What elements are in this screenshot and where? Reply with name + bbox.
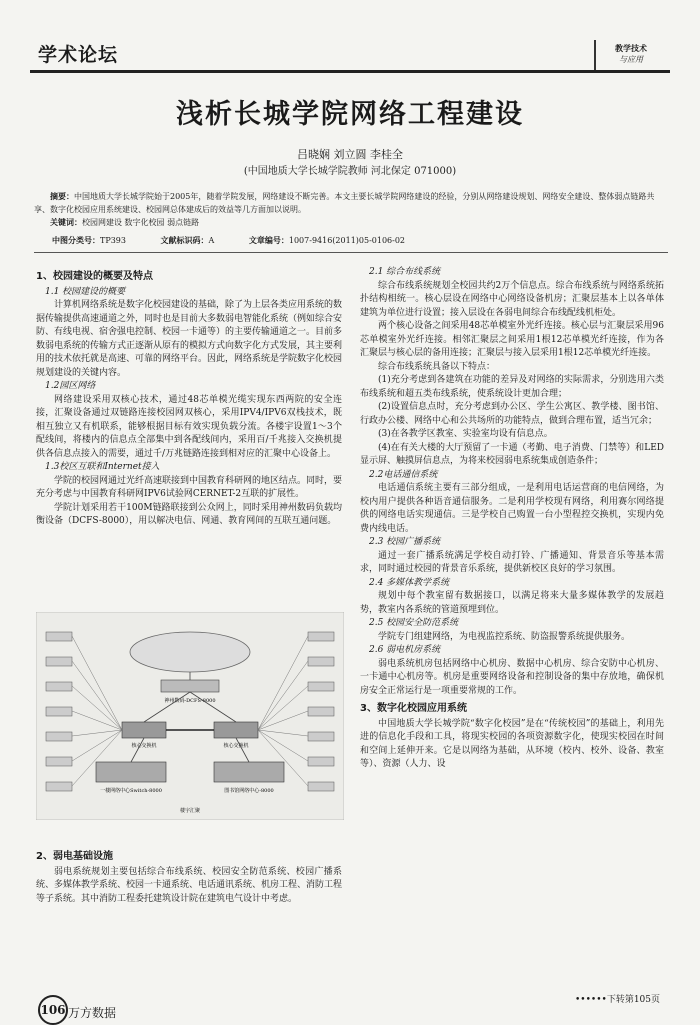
node-icon (308, 782, 334, 791)
doc-code-value: A (208, 236, 215, 245)
section-2-3-text: 通过一套广播系统满足学校自动打铃、广播通知、背景音乐等基本需求，同时通过校园的背景音乐系统，提供新校区良好的学习氛围。 (360, 550, 664, 574)
logo-line-2: 与应用 (619, 55, 643, 64)
section-2-4-text: 规划中每个教室留有数据接口，以满足将来大量多媒体教学的发展趋势，教室内各系统的管道预埋到位。 (360, 591, 664, 615)
node-icon (308, 632, 334, 641)
right-network-center-label: 图书馆网络中心-8000 (224, 788, 274, 794)
node-icon (46, 657, 72, 666)
abstract-label: 摘要： (50, 192, 74, 201)
core-switch-1-icon (122, 722, 166, 738)
section-3-text: 中国地质大学长城学院“数字化校园”是在“传统校园”的基础上，利用先进的信息化手段和工具，将现实校园的各项资源数字化，使现实校园在时间和空间上延伸开来。它是以网络为基础，从环境（校内、校外、设备、教室等）、资源（人力、设 (360, 718, 664, 769)
logo-line-1: 教学技术 (615, 43, 647, 53)
section-2-1-text-b: 两个核心设备之间采用48芯单模室外光纤连接。核心层与汇聚层采用96芯单模室外光纤连接。相邻汇聚层之间采用1根12芯单模光纤连接，作为各汇聚层与核心层的备用连接；汇聚层与接入层采用1根12芯单模光纤连接。 (360, 321, 664, 358)
article-title: 浅析长城学院网络工程建设 (176, 99, 524, 130)
section-1-1-text: 计算机网络系统是数字化校园建设的基础，除了为上层各类应用系统的数据传输提供高速通道之外，同时也是目前大多数弱电智能化系统（例如综合安防、有线电视、宿舍强电控制、校园一卡通等）的主要传输通道之一。目前多数弱电系统的传输方式正逐渐从原有的模拟方式向数字化方式发展，其主要利用的技术依托就是高速、可靠的网络平台。因此，网络系统是学院数字化校园规划建设的关键内容。 (36, 300, 343, 378)
core-switch-2-label: 核心交换机 (223, 743, 249, 749)
node-icon (308, 757, 334, 766)
left-network-center-label: 一楼网络中心Switch-8000 (100, 788, 162, 794)
section-2-heading: 2、弱电基础设施 (36, 851, 113, 862)
section-2-1-item-2: (2)设置信息点时，充分考虑到办公区、学生公寓区、教学楼、图书馆、行政办公楼、网络中心和公共场所的功能特点，做到合理布置，适当冗余； (360, 402, 664, 426)
article-authors: 吕晓娴 刘立圆 李桂全 (297, 148, 403, 161)
node-icon (308, 707, 334, 716)
right-column (360, 266, 664, 772)
keywords-text: 校园网建设 数字化校园 弱点链路 (82, 218, 200, 227)
doc-code-label: 文献标识码： (160, 235, 209, 245)
abstract-divider (34, 252, 668, 253)
section-2-2-text: 电话通信系统主要有三部分组成，一是利用电话运营商的电信网络，为校内用户提供各种语音通信服务。二是利用学校现有网络，利用赛尔网络提供的网络电话实现通信。三是学校自己购置一台小型程控交换机，实现内免费内线电话。 (360, 483, 664, 534)
right-network-center-icon (214, 762, 284, 782)
clc-label: 中图分类号： (52, 235, 100, 245)
section-2-4-heading: 2.4 多媒体教学系统 (369, 577, 450, 588)
section-1-2-text: 网络建设采用双核心技术，通过48芯单模光缆实现东西两院的安全连接，汇聚设备通过双链路连接校园网双核心，采用IPV4/IPV6双栈技术，既相互独立又有机联系，能够根据目标有效实现负载分流。各楼宇设置1～3个配线间，将楼内的信息点全部集中到各配线间内，采用百/千兆接入交换机提供各信息点接入的需要，通过千/万兆链路连接到相对应的汇聚中心设备上。 (36, 394, 342, 459)
section-2-1-text-c: 综合布线系统具备以下特点： (378, 361, 496, 372)
abstract-text: 中国地质大学长城学院始于2005年，随着学院发展，网络建设不断完善。本文主要长城学院网络建设的经验，分别从网络建设规划、网络安全建设、整体弱点链路共享、数字化校园应用系统建设、校园网总体建成后的效益等几方面加以说明。 (34, 192, 655, 214)
load-balancer-label: 神州数码-DCFS-8000 (164, 698, 216, 704)
section-2-5-text: 学院专门组建网络，为电视监控系统、防盗报警系统提供服务。 (378, 631, 631, 642)
node-icon (46, 682, 72, 691)
left-column (36, 270, 342, 529)
section-1-3-text-b: 学院计划采用若干100M链路联接到公众网上，同时采用神州数码负载均衡设备（DCFS-8000），用以解决电信、网通、教育网间的互联互通问题。 (36, 502, 342, 526)
section-2-5-heading: 2.5 校园安全防范系统 (369, 618, 459, 628)
section-2-2-heading: 2.2电话通信系统 (369, 469, 438, 480)
clc-value: TP393 (100, 236, 126, 245)
node-icon (308, 682, 334, 691)
section-1-3-text-a: 学院的校园网通过光纤高速联接到中国教育科研网的地区结点。同时，要充分考虑与中国教育科研网IPV6试验网CERNET-2互联的扩展性。 (36, 475, 343, 499)
internet-cloud-icon (130, 632, 250, 672)
article-affiliation: (中国地质大学长城学院教师 河北保定 071000) (243, 166, 457, 177)
section-1-3-heading: 1.3校区互联和Internet接入 (45, 462, 160, 472)
page-number: 106 (38, 995, 68, 1025)
left-column-bottom (36, 850, 342, 906)
article-meta-row (52, 235, 437, 246)
header-rule (30, 70, 670, 73)
node-icon (46, 782, 72, 791)
core-switch-2-icon (214, 722, 258, 738)
section-1-heading: 1、校园建设的概要及特点 (36, 271, 153, 282)
aggregation-node-label: 楼宇汇聚 (179, 808, 201, 814)
watermark: 万方数据 (68, 1006, 117, 1020)
node-icon (308, 657, 334, 666)
node-icon (308, 732, 334, 741)
article-no-label: 文章编号： (248, 235, 289, 245)
left-network-center-icon (96, 762, 166, 782)
node-icon (46, 632, 72, 641)
node-icon (46, 757, 72, 766)
article-no-value: 1007-9416(2011)05-0106-02 (288, 236, 406, 245)
section-label: 学术论坛 (38, 44, 119, 66)
section-1-2-heading: 1.2园区网络 (45, 381, 96, 391)
core-switch-1-label: 核心交换机 (131, 743, 157, 749)
section-2-6-heading: 2.6 弱电机房系统 (369, 645, 441, 655)
section-2-1-item-1: (1)充分考虑到各建筑在功能的差异及对网络的实际需求，分别选用六类布线系统和超五类布线系统，使系统设计更加合理； (360, 375, 664, 399)
continued-note: ••••••下转第105页 (574, 995, 660, 1005)
section-2-1-item-3: (3)在各教学区教室、实验室均设有信息点。 (378, 429, 553, 439)
keywords-label: 关键词： (50, 218, 82, 227)
section-2-3-heading: 2.3 校园广播系统 (369, 537, 441, 547)
section-2-1-text-a: 综合布线系统规划全校园共约2万个信息点。综合布线系统与网络系统拓扑结构相统一。核心层设在网络中心网络设备机房；汇聚层基本上以各单体建筑为单位进行设置；接入层设在各弱电间综合布线配线机柜处。 (360, 280, 664, 318)
section-3-heading: 3、数字化校园应用系统 (360, 703, 467, 714)
network-topology-figure (36, 612, 344, 820)
node-icon (46, 707, 72, 716)
journal-logo (594, 40, 666, 70)
node-icon (46, 732, 72, 741)
abstract-block (34, 190, 666, 229)
section-2-text: 弱电系统规划主要包括综合布线系统、校园安全防范系统、校园广播系统、多媒体教学系统、校园一卡通系统、电话通讯系统、机房工程、消防工程等子系统。其中消防工程委托建筑设计院在建筑电气设计中考虑。 (36, 866, 343, 904)
section-1-1-heading: 1.1 校园建设的概要 (45, 286, 126, 297)
section-2-6-text: 弱电系统机房包括网络中心机房、数据中心机房、综合安防中心机房、一卡通中心机房等。机房是重要网络设备和控制设备的集中存放地，确保机房安全正常运行是一项重要常规的工作。 (360, 658, 664, 696)
load-balancer-icon (161, 680, 219, 692)
section-2-1-heading: 2.1 综合布线系统 (369, 267, 441, 277)
section-2-1-item-4: (4)在有关大楼的大厅预留了一卡通（考勤、电子消费、门禁等）和LED显示屏、触摸屏信息点，为将来校园弱电系统集成创造条件； (360, 442, 664, 466)
